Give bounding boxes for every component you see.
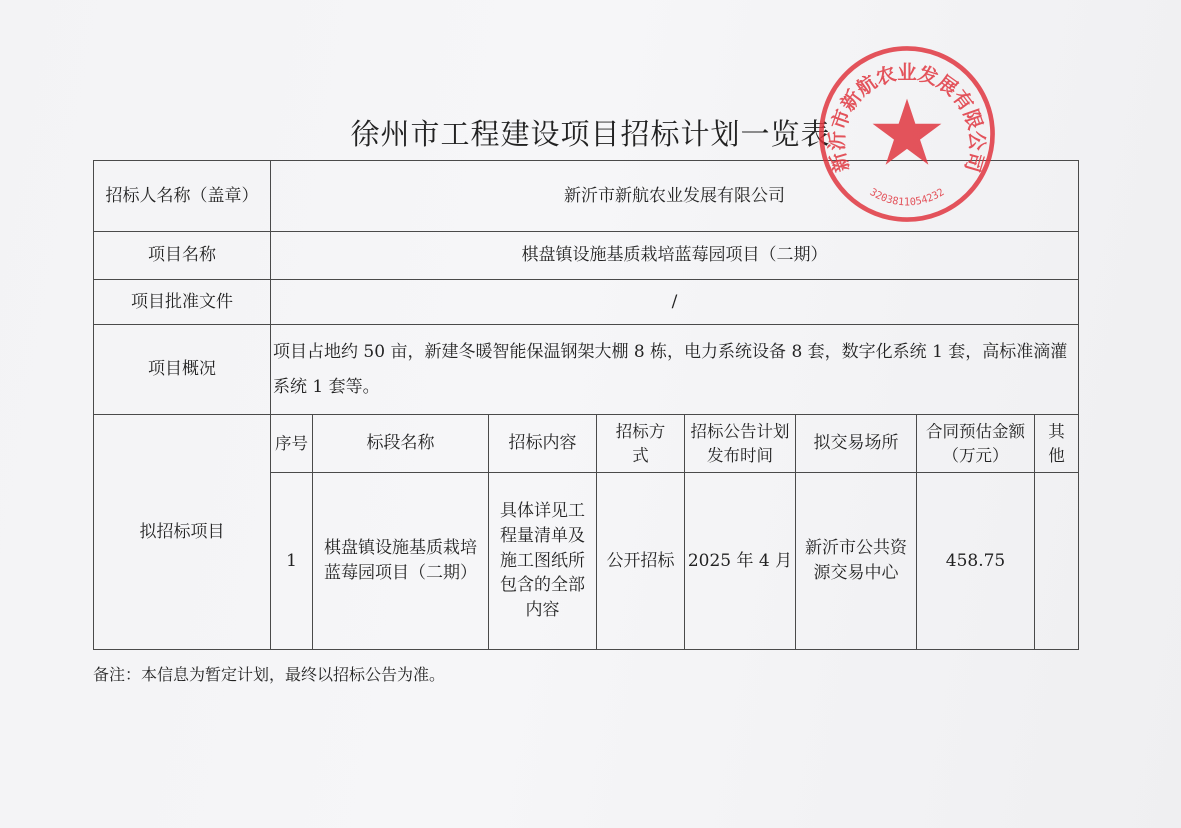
overview-label: 项目概况 xyxy=(94,325,271,415)
header-section-name: 标段名称 xyxy=(313,415,489,473)
header-amount: 合同预估金额（万元） xyxy=(917,415,1035,473)
header-venue: 拟交易场所 xyxy=(796,415,917,473)
cell-announce-time: 2025 年 4 月 xyxy=(685,473,796,650)
header-method: 招标方式 xyxy=(597,415,685,473)
cell-other xyxy=(1035,473,1079,650)
cell-method: 公开招标 xyxy=(597,473,685,650)
company-seal xyxy=(814,41,1000,227)
overview-row xyxy=(94,325,1079,415)
plan-table xyxy=(93,160,1079,650)
document-title: 徐州市工程建设项目招标计划一览表 xyxy=(350,117,831,151)
cell-content: 具体详见工程量清单及施工图纸所包含的全部内容 xyxy=(489,473,597,650)
header-announce-time: 招标公告计划发布时间 xyxy=(685,415,796,473)
tenderer-value: 新沂市新航农业发展有限公司 xyxy=(271,161,1079,232)
tenderer-label: 招标人名称（盖章） xyxy=(94,161,271,232)
star-icon xyxy=(873,99,942,165)
bid-header-row xyxy=(94,415,1079,473)
seal-text: 新沂市新航农业发展有限公司 xyxy=(825,61,989,175)
header-other: 其他 xyxy=(1035,415,1079,473)
bidding-label: 拟招标项目 xyxy=(94,415,271,650)
approval-row xyxy=(94,280,1079,325)
overview-value: 项目占地约 50 亩，新建冬暖智能保温钢架大棚 8 栋，电力系统设备 8 套，数字化系统 1 套，高标准滴灌系统 1 套等。 xyxy=(271,325,1079,415)
approval-value: / xyxy=(271,280,1079,325)
project-name-label: 项目名称 xyxy=(94,232,271,280)
cell-seq: 1 xyxy=(271,473,313,650)
footnote: 备注：本信息为暂定计划，最终以招标公告为准。 xyxy=(93,665,446,684)
project-name-row xyxy=(94,232,1079,280)
seal-code: 3203811054232 xyxy=(867,186,947,209)
cell-section-name: 棋盘镇设施基质栽培蓝莓园项目（二期） xyxy=(313,473,489,650)
header-seq: 序号 xyxy=(271,415,313,473)
cell-venue: 新沂市公共资源交易中心 xyxy=(796,473,917,650)
approval-label: 项目批准文件 xyxy=(94,280,271,325)
project-name-value: 棋盘镇设施基质栽培蓝莓园项目（二期） xyxy=(271,232,1079,280)
header-content: 招标内容 xyxy=(489,415,597,473)
cell-amount: 458.75 xyxy=(917,473,1035,650)
